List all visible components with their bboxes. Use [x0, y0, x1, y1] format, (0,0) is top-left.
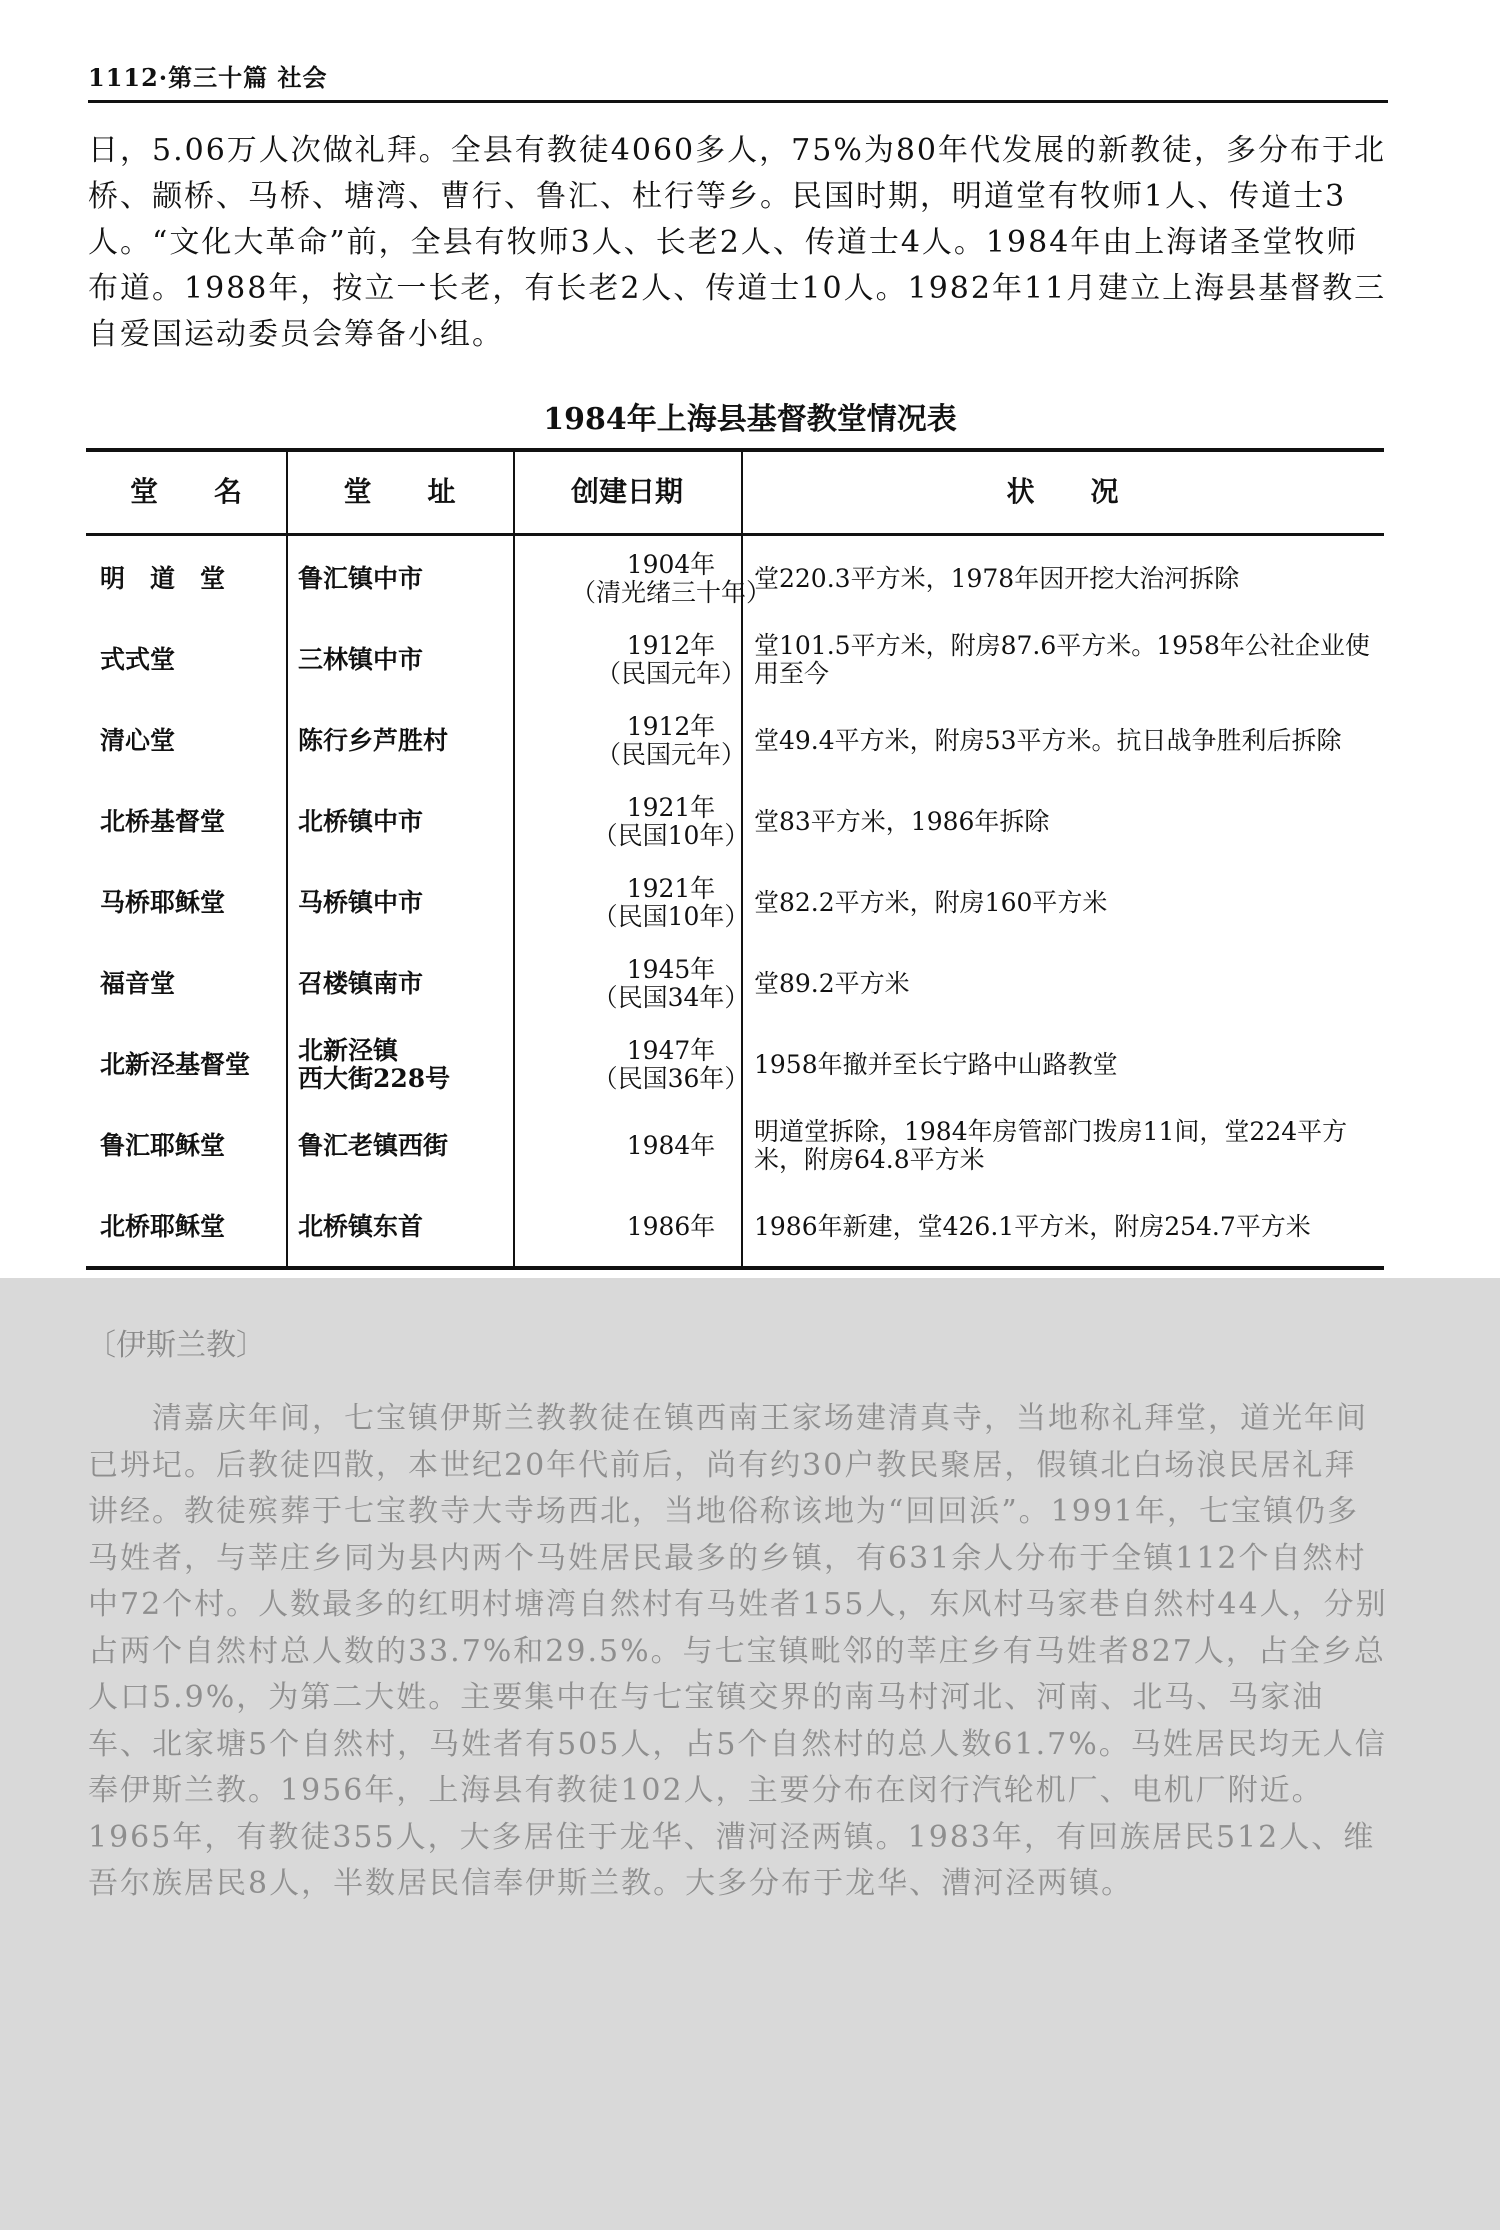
founding-era: （民国元年） [595, 658, 746, 688]
header-status: 状 况 [1006, 475, 1119, 508]
church-status: 堂82.2平方米，附房160平方米 [754, 887, 1108, 917]
church-name: 鲁汇耶稣堂 [100, 1130, 226, 1160]
table-top-rule [86, 448, 1384, 452]
founding-year: 1904年 [626, 549, 716, 579]
table-title: 1984年上海县基督教堂情况表 [543, 402, 957, 437]
church-address: 北桥镇中市 [298, 806, 424, 836]
church-address: 三林镇中市 [298, 644, 424, 674]
founding-year: 1921年 [626, 792, 716, 822]
founding-year: 1921年 [626, 873, 716, 903]
header-address: 堂 址 [343, 475, 456, 508]
founding-year: 1912年 [626, 711, 716, 741]
church-address: 马桥镇中市 [298, 887, 424, 917]
church-address: 北桥镇东首 [298, 1211, 424, 1241]
church-status: 堂101.5平方米，附房87.6平方米。1958年公社企业使用至今 [754, 630, 1370, 688]
islam-paragraph: 清嘉庆年间，七宝镇伊斯兰教教徒在镇西南王家场建清真寺，当地称礼拜堂，道光年间已坍圮。后教徒四散，本世纪20年代前后，尚有约30户教民聚居，假镇北白场浪民居礼拜讲经。教徒殡葬于七宝教寺大寺场西北，当地俗称该地为“回回浜”。1991年，七宝镇仍多马姓者，与莘庄乡同为县内两个马姓居民最多的乡镇，有631余人分布于全镇112个自然村中72个村。人数最多的红明村塘湾自然村有马姓者155人，东风村马家巷自然村44人，分别占两个自然村总人数的33.7%和29.5%。与七宝镇毗邻的莘庄乡有马姓者827人，占全乡总人口5.9%，为第二大姓。主要集中在与七宝镇交界的南马村河北、河南、北马、马家油车、北家塘5个自然村，马姓者有505人，占5个自然村的总人数61.7%。马姓居民均无人信奉伊斯兰教。1956年，上海县有教徒102人，主要分布在闵行汽轮机厂、电机厂附近。1965年，有教徒355人，大多居住于龙华、漕河泾两镇。1983年，有回族居民512人、维吾尔族居民8人，半数居民信奉伊斯兰教。大多分布于龙华、漕河泾两镇。 [88, 1401, 1388, 1901]
founding-year: 1986年 [626, 1211, 716, 1241]
founding-era: （民国10年） [592, 820, 750, 850]
founding-year: 1947年 [626, 1035, 716, 1065]
church-name: 式式堂 [100, 644, 176, 674]
church-name: 北桥基督堂 [100, 806, 226, 836]
founding-year: 1945年 [626, 954, 716, 984]
section-heading: 〔伊斯兰教〕 [86, 1328, 266, 1363]
church-name: 马桥耶稣堂 [100, 887, 226, 917]
running-head: 1112·第三十篇 社会 [88, 63, 328, 92]
church-address: 召楼镇南市 [298, 968, 424, 998]
church-name: 北桥耶稣堂 [100, 1211, 226, 1241]
table-row [86, 700, 1384, 781]
header-rule [88, 100, 1388, 103]
founding-era: （民国36年） [592, 1063, 750, 1093]
church-name: 明 道 堂 [100, 563, 226, 593]
table-row [86, 1186, 1384, 1267]
church-status: 堂49.4平方米，附房53平方米。抗日战争胜利后拆除 [754, 725, 1342, 755]
founding-era: （清光绪三十年） [570, 577, 771, 607]
church-status: 明道堂拆除，1984年房管部门拨房11间，堂224平方米，附房64.8平方米 [754, 1116, 1348, 1174]
founding-year: 1912年 [626, 630, 716, 660]
table-header-rule [86, 533, 1384, 536]
header-name: 堂 名 [129, 475, 242, 508]
church-status: 堂83平方米，1986年拆除 [754, 806, 1050, 836]
header-date: 创建日期 [570, 475, 683, 508]
church-name: 北新泾基督堂 [100, 1049, 251, 1079]
founding-era: （民国34年） [592, 982, 750, 1012]
church-address: 鲁汇老镇西街 [298, 1130, 449, 1160]
church-table [86, 448, 1384, 1270]
table-row [86, 1105, 1384, 1186]
table-row [86, 619, 1384, 700]
church-address: 北新泾镇 西大街228号 [298, 1035, 451, 1093]
table-row [86, 862, 1384, 943]
church-name: 福音堂 [100, 968, 176, 998]
intro-paragraph: 日，5.06万人次做礼拜。全县有教徒4060多人，75%为80年代发展的新教徒，多分布于北桥、颛桥、马桥、塘湾、曹行、鲁汇、杜行等乡。民国时期，明道堂有牧师1人、传道士3人。“文化大革命”前，全县有牧师3人、长老2人、传道士4人。1984年由上海诸圣堂牧师布道。1988年，按立一长老，有长老2人、传道士10人。1982年11月建立上海县基督教三自爱国运动委员会筹备小组。 [88, 133, 1387, 352]
founding-year: 1984年 [626, 1130, 716, 1160]
table-row [86, 538, 1384, 619]
table-row [86, 943, 1384, 1024]
church-address: 陈行乡芦胜村 [298, 725, 449, 755]
church-address: 鲁汇镇中市 [298, 563, 424, 593]
founding-era: （民国10年） [592, 901, 750, 931]
founding-era: （民国元年） [595, 739, 746, 769]
table-row [86, 1024, 1384, 1105]
church-status: 1986年新建，堂426.1平方米，附房254.7平方米 [754, 1211, 1311, 1241]
church-status: 堂89.2平方米 [754, 968, 910, 998]
church-name: 清心堂 [100, 725, 176, 755]
table-body [86, 538, 1384, 1267]
table-row [86, 781, 1384, 862]
page-header [88, 58, 1388, 98]
church-status: 1958年撤并至长宁路中山路教堂 [754, 1049, 1118, 1079]
church-status: 堂220.3平方米，1978年因开挖大治河拆除 [754, 563, 1240, 593]
